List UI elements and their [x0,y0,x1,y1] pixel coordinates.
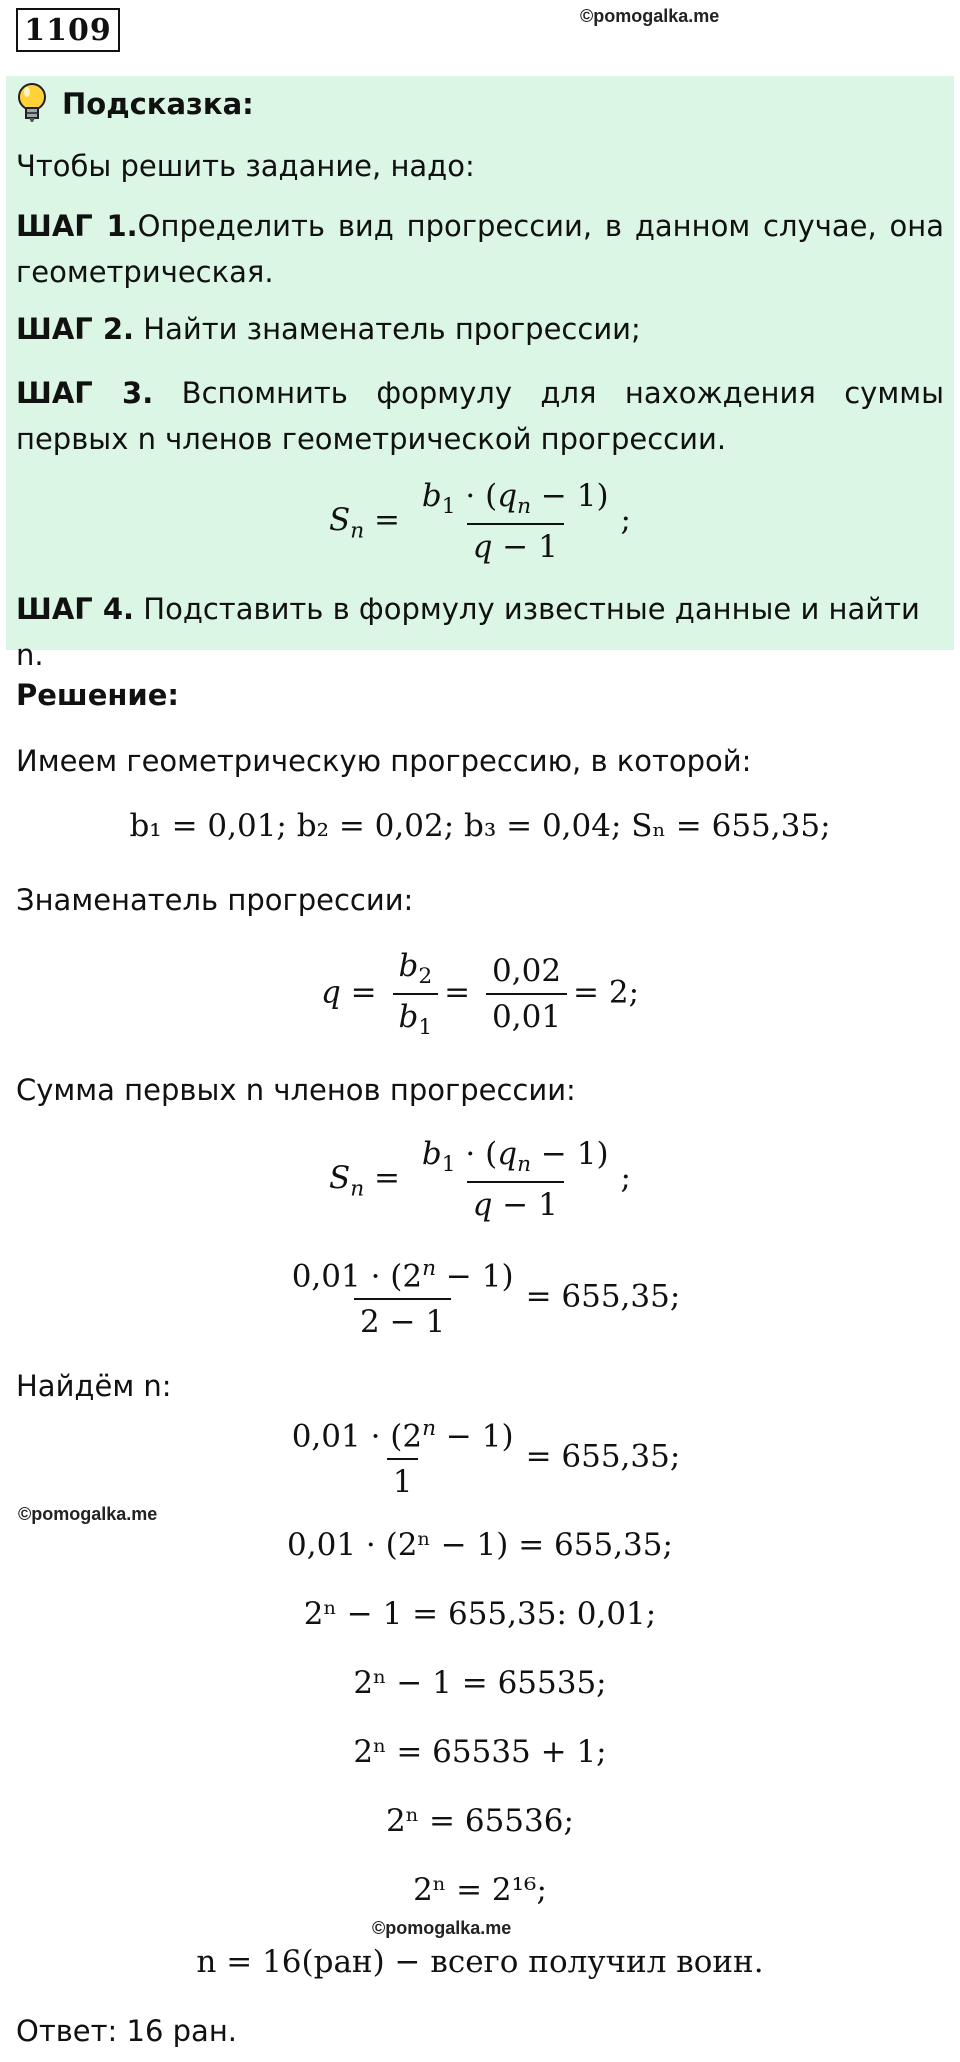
sum-formula: $S_n$ = $\frac{b_1 \cdot (q_n - 1)}{q - 1}$ ; [328,1136,631,1224]
equation-c: 2ⁿ − 1 = 65535; [353,1665,607,1701]
step1-text: Определить вид прогрессии, в данном случае, она геометрическая. [16,209,944,289]
ratio-formula: q = $\frac{b_2}{b_1}$ = $\frac{0,02}{0,01}$ = 2; [320,948,640,1041]
watermark-middle: ©pomogalka.me [18,1504,158,1524]
final-equation: n = 16(ран) − всего получил воин. [196,1944,764,1980]
hint-step3 [16,370,944,462]
step2-label: ШАГ 2. [16,312,135,346]
problem-number: 1109 [16,8,120,52]
watermark-bottom: ©pomogalka.me [372,1918,512,1938]
equation-e: 2ⁿ = 65536; [386,1803,574,1839]
equation-b: 2ⁿ − 1 = 655,35: 0,01; [303,1596,657,1632]
equation-d: 2ⁿ = 65535 + 1; [353,1734,607,1770]
answer: Ответ: 16 ран. [16,2014,238,2048]
equation-f: 2ⁿ = 2¹⁶; [413,1872,547,1908]
solution-title: Решение: [16,678,180,712]
hint-title: Подсказка: [62,87,254,121]
lightbulb-icon [16,82,48,124]
hint-step2 [16,306,944,352]
solution-line4: Найдём n: [16,1369,172,1403]
substituted-equation: $\frac{0,01 \cdot (2^n - 1)}{2 - 1}$ = 655,35; [291,1256,681,1341]
solution-line1: Имеем геометрическую прогрессию, в которой: [16,744,752,778]
solution-line3: Сумма первых n членов прогрессии: [16,1073,576,1107]
equation-a: 0,01 · (2ⁿ − 1) = 655,35; [287,1527,673,1563]
given-values: b₁ = 0,01; b₂ = 0,02; b₃ = 0,04; Sₙ = 655,35; [129,808,831,844]
hint-intro: Чтобы решить задание, надо: [16,149,475,183]
hint-formula: $S_n$ = $\frac{b_1 \cdot (q_n - 1)}{q - 1}$ ; [328,478,631,566]
step1-label: ШАГ 1. [16,209,138,243]
hint-step1 [16,203,944,295]
hint-step4 [16,586,944,678]
step2-text: Найти знаменатель прогрессии; [134,312,641,346]
step4-text: Подставить в формулу известные данные и найти n. [16,592,920,672]
step3-text: Вспомнить формулу для нахождения суммы первых n членов геометрической прогрессии. [16,376,944,456]
watermark-top: ©pomogalka.me [580,6,720,26]
simplified-equation: $\frac{0,01 \cdot (2^n - 1)}{1}$ = 655,35; [291,1416,681,1501]
step4-label: ШАГ 4. [16,592,135,626]
step3-label: ШАГ 3. [16,376,154,410]
solution-line2: Знаменатель прогрессии: [16,883,414,917]
